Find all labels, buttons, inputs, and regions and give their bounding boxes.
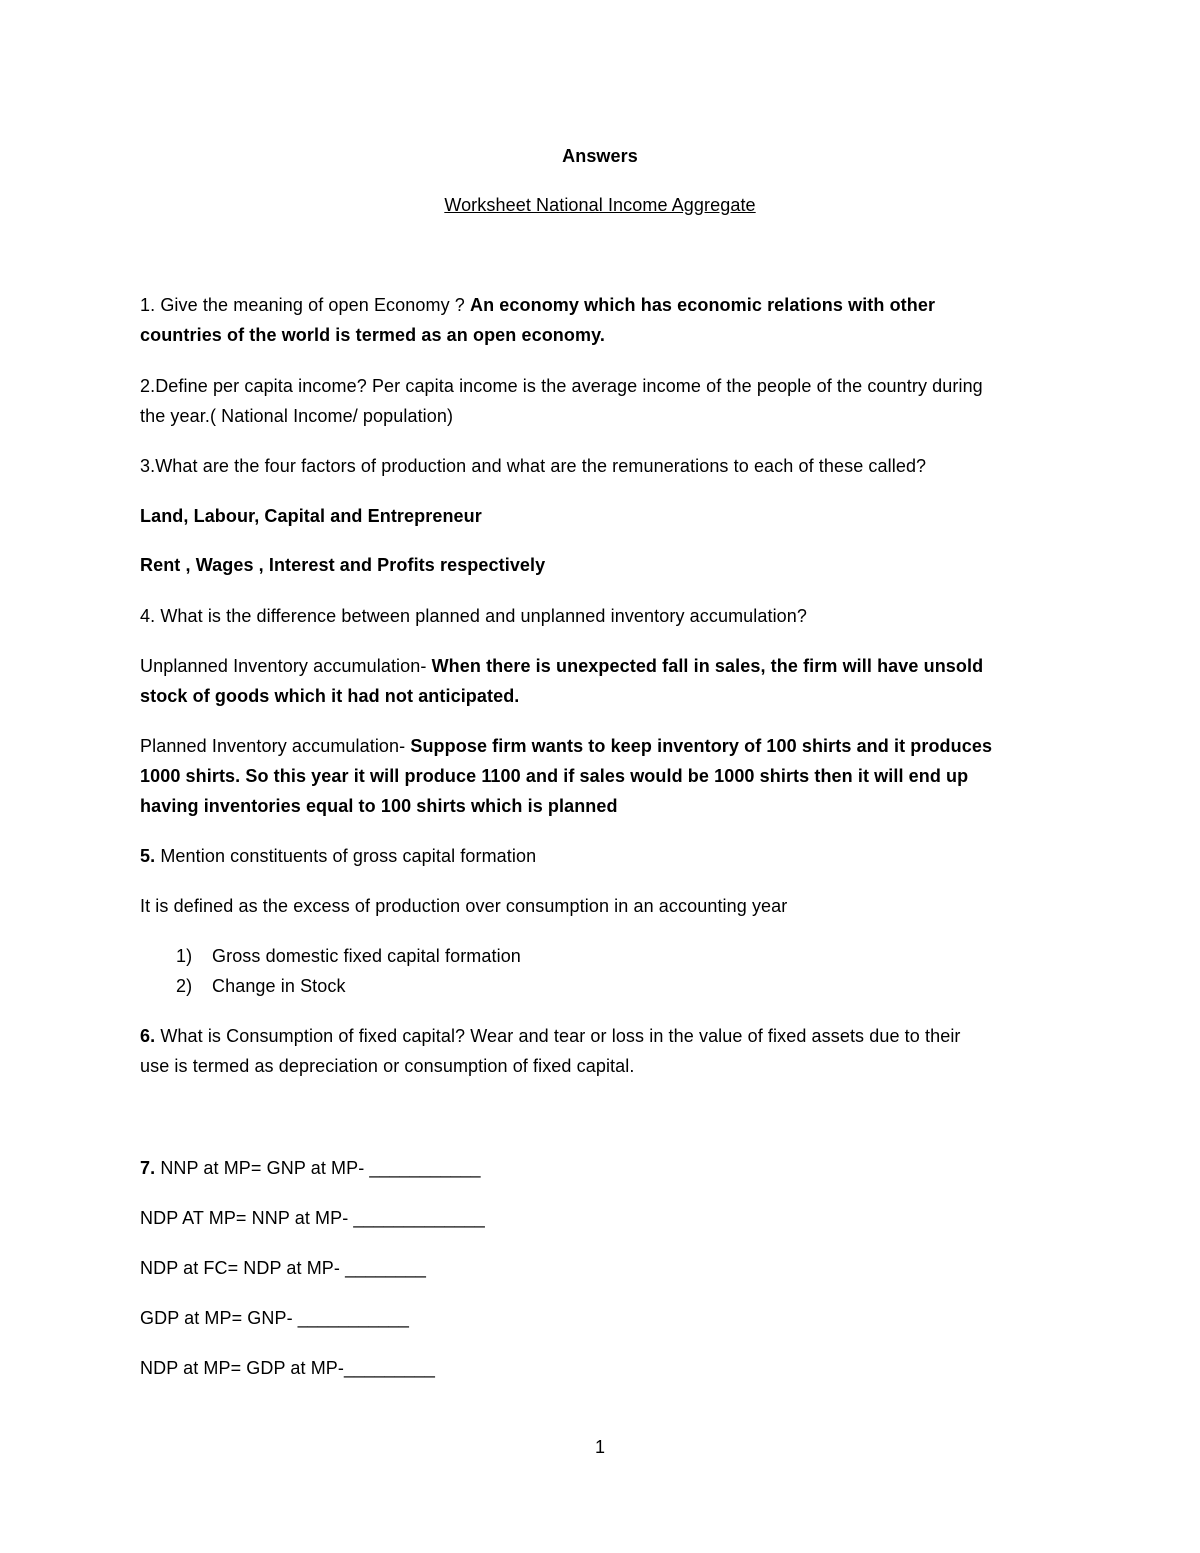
q5-question: Mention constituents of gross capital formation [155, 846, 537, 866]
q4-unplanned-answer-1: When there is unexpected fall in sales, the firm will have unsold [431, 656, 984, 676]
q5-item-1-number: 1) [176, 946, 193, 966]
q5-list-item [176, 971, 346, 1001]
q3-answer-2: Rent , Wages , Interest and Profits respectively [140, 555, 546, 575]
q4-question: 4. What is the difference between planned and unplanned inventory accumulation? [140, 606, 808, 626]
q5-number: 5. [140, 846, 156, 866]
q1-line-1 [140, 290, 935, 320]
q5-definition: It is defined as the excess of production over consumption in an accounting year [140, 896, 788, 916]
q4-planned-line-1 [140, 731, 992, 761]
q1-answer-2: countries of the world is termed as an open economy. [140, 325, 605, 345]
heading: Answers [562, 146, 638, 166]
q5-item-2-text: Change in Stock [212, 976, 346, 996]
q6-answer-2: use is termed as depreciation or consumption of fixed capital. [140, 1056, 635, 1076]
q4-unplanned-label: Unplanned Inventory accumulation- [140, 656, 432, 676]
q7-formula-4: GDP at MP= GNP- ___________ [140, 1308, 410, 1328]
q1-answer-1: An economy which has economic relations with other [470, 295, 936, 315]
q5-list-item [176, 941, 521, 971]
q6-answer-1: Wear and tear or loss in the value of fixed assets due to their [470, 1026, 961, 1046]
q3-answer-1: Land, Labour, Capital and Entrepreneur [140, 506, 482, 526]
q7-number: 7. [140, 1158, 156, 1178]
q7-formula-1: NNP at MP= GNP at MP- ___________ [155, 1158, 481, 1178]
q6-number: 6. [140, 1026, 156, 1046]
q2-answer-2: the year.( National Income/ population) [140, 406, 454, 426]
subtitle: Worksheet National Income Aggregate [444, 195, 756, 215]
q4-planned-answer-2: 1000 shirts. So this year it will produce 1100 and if sales would be 1000 shirts then it will end up [140, 766, 969, 786]
q2-line-1 [140, 371, 983, 401]
q4-planned-label: Planned Inventory accumulation- [140, 736, 411, 756]
q4-unplanned-answer-2: stock of goods which it had not anticipated. [140, 686, 520, 706]
page-number: 1 [594, 1437, 606, 1457]
q4-planned-answer-1: Suppose firm wants to keep inventory of 100 shirts and it produces [410, 736, 993, 756]
q5-item-1-text: Gross domestic fixed capital formation [212, 946, 521, 966]
q4-unplanned-line-1 [140, 651, 983, 681]
q7-line-1 [140, 1153, 481, 1183]
q6-line-1 [140, 1021, 961, 1051]
q5-item-2-number: 2) [176, 976, 193, 996]
q7-formula-3: NDP at FC= NDP at MP- ________ [140, 1258, 426, 1278]
q3-question: 3.What are the four factors of production and what are the remunerations to each of these called? [140, 456, 927, 476]
q2-answer-1: Per capita income is the average income of the people of the country during [371, 376, 983, 396]
q5-line [140, 841, 536, 871]
q7-formula-5: NDP at MP= GDP at MP-_________ [140, 1358, 435, 1378]
q7-formula-2: NDP AT MP= NNP at MP- _____________ [140, 1208, 485, 1228]
q4-planned-answer-3: having inventories equal to 100 shirts which is planned [140, 796, 618, 816]
q1-question: 1. Give the meaning of open Economy ? [140, 295, 470, 315]
q2-question: 2.Define per capita income? [140, 376, 372, 396]
q6-question: What is Consumption of fixed capital? [155, 1026, 471, 1046]
